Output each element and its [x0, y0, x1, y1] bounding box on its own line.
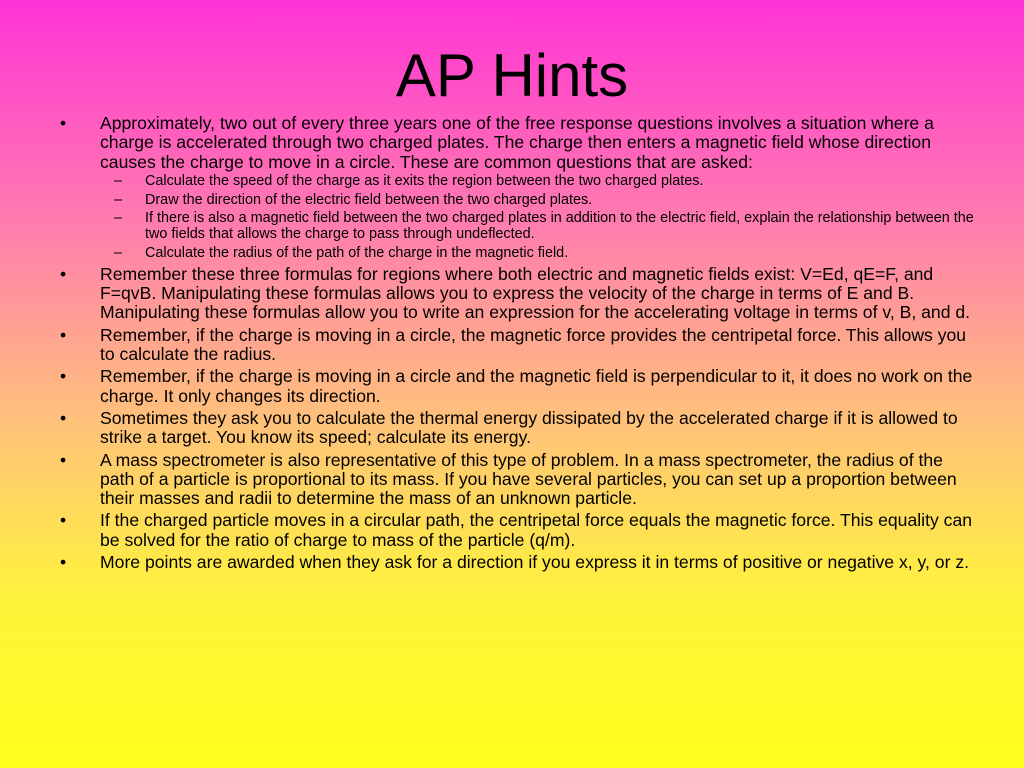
sub-bullet-text: Calculate the speed of the charge as it exits the region between the two charged plates. — [145, 172, 704, 189]
bullet-icon: • — [60, 510, 67, 531]
bullet-item — [0, 553, 1024, 572]
bullet-item — [0, 114, 1024, 262]
dash-icon: – — [114, 172, 123, 189]
bullet-icon: • — [60, 324, 67, 345]
sub-bullet-item — [100, 174, 976, 190]
bullet-icon: • — [60, 552, 67, 573]
bullet-icon: • — [60, 263, 67, 284]
sub-bullet-item — [100, 246, 976, 262]
sub-bullet-text: Calculate the radius of the path of the charge in the magnetic field. — [145, 245, 569, 262]
sub-bullet-item — [100, 211, 976, 243]
bullet-list — [0, 114, 1024, 572]
bullet-icon: • — [60, 366, 67, 387]
bullet-item — [0, 451, 1024, 509]
sub-bullet-item — [100, 193, 976, 209]
bullet-text: Approximately, two out of every three years one of the free response questions involves a situation where a charge is accelerated through two charged plates. The charge then enters a magnetic field whose direction causes the charge to move in a circle. These are common questions that are asked: — [100, 113, 934, 172]
sub-bullet-list — [100, 174, 976, 262]
bullet-icon: • — [60, 113, 67, 133]
sub-bullet-text: If there is also a magnetic field between the two charged plates in addition to the electric field, explain the relationship between the two fields that allows the charge to pass through undeflected. — [145, 210, 974, 243]
bullet-text: Remember these three formulas for regions where both electric and magnetic fields exist: V=Ed, qE=F, and F=qvB. Manipulating these formulas allows you to express the velocity of the charge in terms of E and B. Manipulating these formulas allow you to write an expression for the accelerating voltage in terms of v, B, and d. — [100, 263, 971, 323]
bullet-text: Sometimes they ask you to calculate the thermal energy dissipated by the accelerated charge if it is allowed to strike a target. You know its speed; calculate its energy. — [100, 407, 958, 448]
dash-icon: – — [114, 210, 123, 227]
sub-bullet-text: Draw the direction of the electric field between the two charged plates. — [145, 191, 593, 208]
bullet-text: A mass spectrometer is also representative of this type of problem. In a mass spectrometer, the radius of the path of a particle is proportional to its mass. If you have several particles, you can set up a proportion between their masses and radii to determine the mass of an unknown particle. — [100, 449, 957, 509]
bullet-item — [0, 511, 1024, 550]
dash-icon: – — [114, 245, 123, 262]
bullet-item — [0, 265, 1024, 323]
bullet-text: If the charged particle moves in a circular path, the centripetal force equals the magnetic force. This equality can be solved for the ratio of charge to mass of the particle (q/m). — [100, 510, 973, 550]
slide-title: AP Hints — [395, 42, 629, 109]
bullet-item — [0, 409, 1024, 448]
bullet-icon: • — [60, 449, 67, 470]
bullet-icon: • — [60, 407, 67, 428]
bullet-item — [0, 326, 1024, 365]
bullet-text: Remember, if the charge is moving in a circle, the magnetic force provides the centripetal force. This allows you to calculate the radius. — [100, 324, 967, 365]
slide-content — [0, 114, 1024, 575]
bullet-text: Remember, if the charge is moving in a circle and the magnetic field is perpendicular to it, it does no work on the charge. It only changes its direction. — [100, 366, 973, 406]
dash-icon: – — [114, 191, 123, 208]
bullet-text: More points are awarded when they ask for a direction if you express it in terms of positive or negative x, y, or z. — [100, 552, 970, 573]
bullet-item — [0, 367, 1024, 406]
